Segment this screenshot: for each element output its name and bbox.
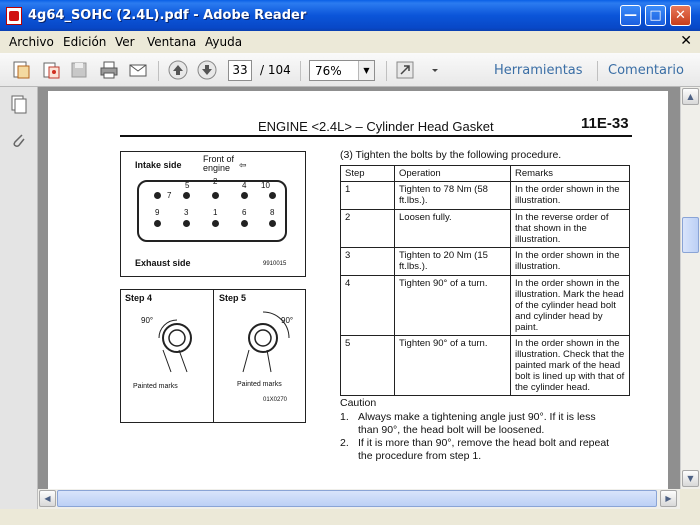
toolbar-separator <box>300 61 301 81</box>
cell-operation: Tighten 90° of a turn. <box>395 336 511 396</box>
pages-panel-icon[interactable] <box>10 95 28 115</box>
save-icon[interactable] <box>68 59 90 81</box>
bolt-number: 2 <box>213 177 218 186</box>
document-view[interactable] <box>38 87 680 489</box>
maximize-button[interactable]: □ <box>645 5 666 26</box>
attachments-icon[interactable] <box>10 131 28 151</box>
previous-page-icon[interactable] <box>167 59 189 81</box>
bolt-hole <box>269 192 276 199</box>
step4-marks: Painted marks <box>133 383 178 390</box>
zoom-value: 76% <box>315 64 342 78</box>
scroll-corner <box>680 489 700 509</box>
bolt-number: 7 <box>167 191 172 200</box>
scroll-thumb[interactable] <box>682 217 699 253</box>
intake-side-label: Intake side <box>135 160 182 170</box>
vertical-scrollbar[interactable] <box>680 87 700 489</box>
bolt-hole <box>154 192 161 199</box>
bolt-hole <box>269 220 276 227</box>
cell-step: 3 <box>341 248 395 276</box>
caution-item-1-line1: Always make a tightening angle just 90°. If it is less <box>358 411 596 423</box>
bolt-hole <box>183 220 190 227</box>
toolbar <box>0 53 700 87</box>
caution-item-2-num: 2. <box>340 437 349 449</box>
scroll-down-icon[interactable]: ▼ <box>682 470 699 487</box>
scroll-up-icon[interactable]: ▲ <box>682 88 699 105</box>
bolt-number: 3 <box>184 208 189 217</box>
scroll-thumb[interactable] <box>57 490 657 507</box>
bolt-hole <box>212 192 219 199</box>
menu-ver[interactable]: Ver <box>115 35 135 49</box>
step4-angle: 90° <box>141 316 154 325</box>
cell-operation: Loosen fully. <box>395 210 511 248</box>
page-total: / 104 <box>260 63 291 77</box>
table-row <box>341 182 630 210</box>
table-row <box>341 210 630 248</box>
fit-page-icon[interactable] <box>394 59 416 81</box>
table-row <box>341 276 630 336</box>
bolt-number: 6 <box>242 208 247 217</box>
combine-files-icon[interactable] <box>40 59 62 81</box>
cell-remarks: In the reverse order of that shown in the illustration. <box>511 210 630 248</box>
header-operation: Operation <box>395 166 511 182</box>
toolbar-separator <box>158 61 159 81</box>
cell-step: 5 <box>341 336 395 396</box>
caution-item-1-num: 1. <box>340 411 349 423</box>
next-page-icon[interactable] <box>196 59 218 81</box>
document-close-icon[interactable]: ✕ <box>680 33 692 49</box>
close-button[interactable]: ✕ <box>670 5 691 26</box>
procedure-heading: (3) Tighten the bolts by the following procedure. <box>340 149 562 161</box>
create-pdf-icon[interactable] <box>10 59 32 81</box>
title-bar <box>0 0 700 31</box>
bolt-hole <box>154 220 161 227</box>
table-row <box>341 248 630 276</box>
steps-diagram <box>120 289 306 423</box>
procedure-table <box>340 165 630 396</box>
bolt-number: 9 <box>155 208 160 217</box>
chevron-down-icon[interactable]: ▼ <box>358 61 374 80</box>
scroll-left-icon[interactable]: ◀ <box>39 490 56 507</box>
bolt-hole <box>212 220 219 227</box>
page-header-title: ENGINE <2.4L> – Cylinder Head Gasket <box>258 119 494 134</box>
bolt-number: 4 <box>242 181 247 190</box>
pdf-page <box>48 91 668 489</box>
table-row <box>341 336 630 396</box>
header-remarks: Remarks <box>511 166 630 182</box>
cell-remarks: In the order shown in the illustration. Check that the painted mark of the head bolt is lined up with that of the cylinder head. <box>511 336 630 396</box>
bolt-number: 8 <box>270 208 275 217</box>
bolt-rotation-illustration <box>121 290 307 424</box>
caution-title: Caution <box>340 397 377 409</box>
header-step: Step <box>341 166 395 182</box>
pdf-icon <box>6 7 22 25</box>
menu-bar <box>0 31 700 53</box>
step5-label: Step 5 <box>219 293 247 303</box>
step5-code: 01X0270 <box>263 397 288 403</box>
page-code: 11E-33 <box>581 115 629 132</box>
bolt-number: 10 <box>261 181 270 190</box>
window-title: 4g64_SOHC (2.4L).pdf - Adobe Reader <box>28 8 307 23</box>
menu-ayuda[interactable]: Ayuda <box>205 35 243 49</box>
email-icon[interactable] <box>127 59 149 81</box>
cell-step: 1 <box>341 182 395 210</box>
horizontal-scrollbar[interactable] <box>38 489 680 509</box>
tools-button[interactable]: Herramientas <box>494 63 583 78</box>
caution-item-1-line2: than 90°, the head bolt will be loosened. <box>358 424 545 436</box>
status-bar <box>0 509 700 525</box>
bolt-number: 5 <box>185 181 190 190</box>
print-icon[interactable] <box>98 59 120 81</box>
cell-step: 2 <box>341 210 395 248</box>
page-number-input[interactable]: 33 <box>228 60 252 81</box>
menu-edicion[interactable]: Edición <box>63 35 107 49</box>
header-rule <box>120 135 632 137</box>
bolt-hole <box>183 192 190 199</box>
menu-ventana[interactable]: Ventana <box>147 35 197 49</box>
cell-remarks: In the order shown in the illustration. <box>511 248 630 276</box>
caution-item-2-line2: the procedure from step 1. <box>358 450 482 462</box>
front-of-engine-label-1: Front of <box>203 154 235 164</box>
navigation-panel <box>0 87 38 520</box>
cell-step: 4 <box>341 276 395 336</box>
front-of-engine-label-2: engine <box>203 163 231 173</box>
toolbar-separator <box>386 61 387 81</box>
bolt-number: 1 <box>213 208 218 217</box>
comment-button[interactable]: Comentario <box>608 63 684 78</box>
bolt-order-diagram <box>120 151 306 277</box>
menu-archivo[interactable]: Archivo <box>9 35 54 49</box>
bolt-hole <box>241 220 248 227</box>
zoom-select[interactable] <box>309 60 375 81</box>
bolt-hole <box>241 192 248 199</box>
step5-angle: 90° <box>281 316 294 325</box>
figure-code: 9910015 <box>263 261 287 267</box>
more-tools-chevron-icon[interactable] <box>424 59 436 81</box>
minimize-button[interactable]: — <box>620 5 641 26</box>
caution-item-2-line1: If it is more than 90°, remove the head bolt and repeat <box>358 437 610 449</box>
table-header-row <box>341 166 630 182</box>
step4-label: Step 4 <box>125 293 153 303</box>
cell-operation: Tighten 90° of a turn. <box>395 276 511 336</box>
cell-operation: Tighten to 78 Nm (58 ft.lbs.). <box>395 182 511 210</box>
cell-remarks: In the order shown in the illustration. Mark the head of the cylinder head bolt and cylinder head by paint. <box>511 276 630 336</box>
cell-operation: Tighten to 20 Nm (15 ft.lbs.). <box>395 248 511 276</box>
toolbar-separator <box>597 61 598 81</box>
cell-remarks: In the order shown in the illustration. <box>511 182 630 210</box>
arrow-left-icon: ⇦ <box>239 160 247 170</box>
step5-marks: Painted marks <box>237 381 282 388</box>
exhaust-side-label: Exhaust side <box>135 258 191 268</box>
scroll-right-icon[interactable]: ▶ <box>660 490 677 507</box>
